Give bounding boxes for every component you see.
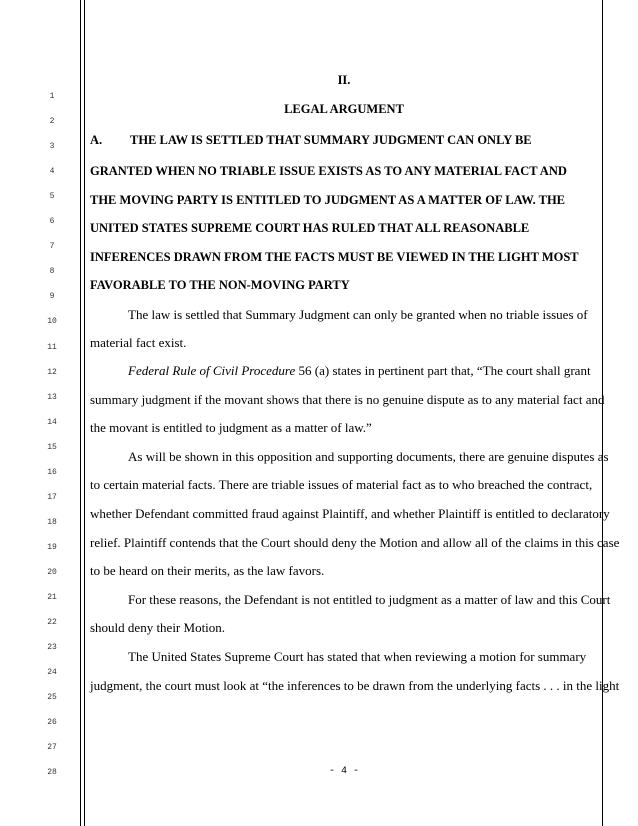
- heading-a-line: THE MOVING PARTY IS ENTITLED TO JUDGMENT AS A MATTER OF LAW. THE: [90, 193, 566, 207]
- line-number: 20: [47, 567, 57, 577]
- line-number: 4: [49, 167, 55, 177]
- right-margin-rule: [602, 0, 603, 826]
- body-line: As will be shown in this opposition and supporting documents, there are genuine disputes as: [128, 449, 609, 464]
- line-number: 24: [47, 668, 57, 678]
- heading-a-line: FAVORABLE TO THE NON-MOVING PARTY: [90, 278, 350, 292]
- line-number: 19: [47, 542, 57, 552]
- line-number: 17: [47, 492, 57, 502]
- body-line: should deny their Motion.: [90, 620, 226, 635]
- body-line: material fact exist.: [90, 335, 187, 350]
- line-number: 15: [47, 442, 57, 452]
- line-number: 11: [47, 342, 57, 352]
- line-number: 3: [49, 142, 55, 152]
- body-line: summary judgment if the movant shows that there is no genuine dispute as to any material fact and: [90, 392, 605, 407]
- body-line: judgment, the court must look at “the inferences to be drawn from the underlying facts . . . in the light: [90, 678, 620, 693]
- line-number: 16: [47, 467, 57, 477]
- page-number: - 4 -: [328, 766, 359, 777]
- line-number: 13: [47, 392, 57, 402]
- body-line: to certain material facts. There are triable issues of material fact as to who breached the contract,: [90, 477, 593, 492]
- body-line: relief. Plaintiff contends that the Court should deny the Motion and allow all of the claims in this case: [90, 535, 620, 550]
- line-number: 6: [49, 217, 55, 227]
- line-number: 5: [49, 192, 55, 202]
- line-number: 27: [47, 743, 57, 753]
- line-number: 21: [47, 593, 57, 602]
- line-number: 12: [47, 367, 57, 377]
- rule-citation: Federal Rule of Civil Procedure: [128, 363, 296, 378]
- body-line: The United States Supreme Court has stated that when reviewing a motion for summary: [128, 649, 587, 664]
- heading-a-line: GRANTED WHEN NO TRIABLE ISSUE EXISTS AS TO ANY MATERIAL FACT AND: [90, 164, 567, 178]
- line-number: 9: [49, 292, 55, 302]
- body-line: to be heard on their merits, as the law favors.: [90, 563, 325, 578]
- line-number: 1: [49, 92, 55, 101]
- body-line: whether Defendant committed fraud against Plaintiff, and whether Plaintiff is entitled to declaratory: [90, 506, 610, 521]
- line-number: 2: [49, 117, 55, 127]
- section-title: LEGAL ARGUMENT: [284, 102, 404, 116]
- line-number: 22: [47, 618, 57, 628]
- body-line: [128, 363, 591, 379]
- line-number: 7: [49, 242, 55, 252]
- heading-a-label: A.: [90, 133, 103, 147]
- body-line: the movant is entitled to judgment as a matter of law.”: [90, 420, 372, 435]
- line-number: 18: [47, 517, 57, 527]
- heading-a-line: UNITED STATES SUPREME COURT HAS RULED THAT ALL REASONABLE: [90, 221, 530, 235]
- body-line: For these reasons, the Defendant is not entitled to judgment as a matter of law and this Court: [128, 592, 611, 607]
- line-number: 26: [47, 718, 57, 728]
- line-number: 23: [47, 643, 57, 653]
- heading-a-line: THE LAW IS SETTLED THAT SUMMARY JUDGMENT CAN ONLY BE: [130, 133, 532, 147]
- body-line: The law is settled that Summary Judgment can only be granted when no triable issues of: [128, 307, 588, 322]
- line-number: 25: [47, 693, 57, 703]
- left-margin-rule-outer: [80, 0, 81, 826]
- heading-a-line: INFERENCES DRAWN FROM THE FACTS MUST BE VIEWED IN THE LIGHT MOST: [90, 250, 579, 264]
- line-number: 8: [49, 267, 55, 277]
- line-number: 14: [47, 417, 57, 427]
- line-number: 28: [47, 768, 57, 778]
- left-margin-rule-inner: [84, 0, 85, 826]
- body-text: 56 (a) states in pertinent part that, “The court shall grant: [295, 363, 591, 378]
- line-number: 10: [47, 317, 57, 327]
- section-number: II.: [337, 73, 351, 87]
